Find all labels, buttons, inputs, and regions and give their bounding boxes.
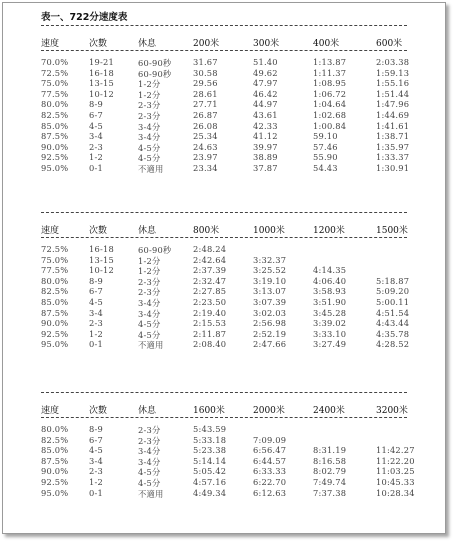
table-cell: 57.46 [313,141,338,152]
table-row [41,307,410,319]
table-row [41,152,410,164]
table-cell: 6-7 [89,109,103,120]
table-cell: 2-3分 [138,435,161,446]
table-body [41,424,415,499]
table-cell: 5:05.42 [193,466,227,477]
column-header: 800米 [193,226,220,236]
table-cell: 6:44.57 [253,455,287,466]
table-row [41,99,410,111]
table-cell: 2-3 [89,466,103,477]
table-cell: 6-7 [89,434,103,445]
table-cell: 2:37.39 [193,265,227,276]
table-cell: 7:49.74 [313,476,347,487]
table-cell: 82.5% [41,286,69,297]
table-cell: 2:15.53 [193,318,227,329]
table-row [41,57,410,68]
table-cell: 8-9 [89,99,103,110]
table-row [41,265,407,276]
table-cell: 4-5 [89,445,103,456]
table-cell: 8-9 [89,275,103,286]
table-cell: 38.89 [253,152,278,163]
table-cell: 4:28.52 [376,339,410,350]
table-cell: 54.43 [313,162,338,173]
table-cell: 1-2分 [138,266,161,277]
table-cell: 4:06.40 [313,275,347,286]
table-cell: 2:08.40 [193,339,227,350]
column-header: 次數 [89,39,108,49]
table-cell: 5:23.38 [193,445,227,456]
table-cell: 4-5 [89,120,103,131]
table-cell: 2:47.66 [253,339,287,350]
table-cell: 0-1 [89,487,103,498]
table-cell: 80.0% [41,99,69,110]
table-cell: 1:02.68 [313,109,347,120]
table-cell: 4-5分 [138,329,161,340]
table-cell: 59.10 [313,131,338,142]
column-header: 1600米 [193,406,225,416]
table-cell: 37.87 [253,162,278,173]
column-header: 1500米 [376,226,408,236]
table-cell: 2:03.38 [376,57,410,67]
table-cell: 7:09.09 [253,434,287,445]
table-cell: 1:06.72 [313,88,347,99]
column-header: 速度 [41,39,60,49]
table-cell: 1:55.16 [376,78,410,89]
table-cell: 90.0% [41,466,69,477]
column-header: 3200米 [376,406,408,416]
column-header: 次數 [89,406,108,416]
table-row [41,339,410,351]
table-cell: 47.97 [253,78,278,89]
table-cell: 13-15 [89,78,114,89]
table-cell: 8:02.79 [313,466,347,477]
table-title: 表一、722分速度表 [41,12,128,23]
table-cell: 2:56.98 [253,318,287,329]
table-cell: 31.67 [193,57,218,67]
table-header-row [41,36,407,48]
table-cell: 3:58.93 [313,286,347,297]
table-cell: 2:27.85 [193,286,227,297]
table-cell: 3:07.39 [253,296,287,307]
table-cell: 3:45.28 [313,307,347,318]
table-cell: 23.97 [193,152,218,163]
table-row [41,445,415,457]
table-cell: 39.97 [253,141,278,152]
table-cell: 1:38.71 [376,131,410,142]
table-cell: 42.33 [253,120,278,131]
table-cell: 43.61 [253,109,278,120]
table-cell: 1:13.87 [313,57,347,67]
dashed-divider [41,50,407,51]
table-cell: 19-21 [89,57,114,67]
table-cell: 8:16.58 [313,455,347,466]
table-cell: 51.40 [253,57,278,67]
table-cell: 4-5分 [138,153,161,164]
table-cell: 85.0% [41,445,69,456]
table-row [41,67,410,79]
table-cell: 90.0% [41,141,69,152]
table-cell: 3:25.52 [253,265,287,276]
table-cell: 3:39.02 [313,318,347,329]
dashed-divider [41,237,407,238]
table-cell: 72.5% [41,67,69,78]
table-cell: 55.90 [313,152,338,163]
dashed-divider [41,392,407,393]
table-cell: 5:00.11 [376,296,410,307]
table-cell: 4:43.44 [376,318,410,329]
table-cell: 25.34 [193,131,218,142]
table-row [41,328,410,340]
table-cell: 3:33.10 [313,328,347,339]
table-cell: 3-4分 [138,446,161,457]
table-cell: 10:45.33 [376,476,415,487]
column-header: 2400米 [313,406,345,416]
table-cell: 1-2 [89,476,103,487]
table-cell: 75.0% [41,78,69,89]
table-cell: 10-12 [89,88,114,99]
table-cell: 1-2分 [138,89,161,100]
column-header: 休息 [138,226,157,236]
table-cell: 10:28.34 [376,487,415,498]
column-header: 1000米 [253,226,285,236]
table-cell: 60-90秒 [138,245,172,255]
table-row [41,424,407,435]
table-cell: 3:13.07 [253,286,287,297]
table-cell: 2:52.19 [253,328,287,339]
table-cell: 1:11.37 [313,67,347,78]
table-cell: 4:49.34 [193,487,227,498]
table-cell: 77.5% [41,88,69,99]
table-cell: 95.0% [41,339,69,350]
table-cell: 5:14.14 [193,455,227,466]
table-cell: 2:42.64 [193,254,227,265]
table-cell: 2:32.47 [193,275,227,286]
table-cell: 6:12.63 [253,487,287,498]
column-header: 休息 [138,39,157,49]
table-cell: 11:03.25 [376,466,415,477]
table-cell: 4:14.35 [313,265,347,276]
table-cell: 11:22.20 [376,455,415,466]
table-cell: 75.0% [41,254,69,265]
column-header: 次數 [89,226,108,236]
table-cell: 5:09.20 [376,286,410,297]
table-row [41,476,415,488]
table-header-row [41,223,407,235]
table-cell: 5:43.59 [193,424,227,434]
table-cell: 87.5% [41,131,69,142]
table-cell: 2-3分 [138,287,161,298]
table-cell: 95.0% [41,162,69,173]
table-cell: 3-4分 [138,456,161,467]
table-cell: 87.5% [41,307,69,318]
table-cell: 49.62 [253,67,278,78]
table-cell: 44.97 [253,99,278,110]
table-cell: 6:22.70 [253,476,287,487]
table-cell: 16-18 [89,67,114,78]
table-row [41,275,410,287]
table-cell: 4-5分 [138,467,161,478]
column-header: 速度 [41,406,60,416]
table-cell: 2-3 [89,318,103,329]
table-cell: 26.87 [193,109,218,120]
table-cell: 1:35.97 [376,141,410,152]
table-cell: 2-3分 [138,110,161,121]
table-cell: 70.0% [41,57,69,67]
table-cell: 77.5% [41,265,69,276]
table-row [41,296,410,308]
table-cell: 0-1 [89,162,103,173]
table-cell: 28.61 [193,88,218,99]
table-row [41,78,410,90]
column-header: 300米 [253,39,280,49]
table-cell: 1-2 [89,328,103,339]
dashed-divider [41,25,407,26]
table-cell: 1:04.64 [313,99,347,110]
table-cell: 不適用 [138,163,164,174]
table-cell: 41.12 [253,131,278,142]
table-row [41,455,415,467]
table-cell: 3-4 [89,131,103,142]
table-cell: 3:51.90 [313,296,347,307]
column-header: 2000米 [253,406,285,416]
table-cell: 2-3 [89,141,103,152]
table-cell: 85.0% [41,120,69,131]
table-row [41,109,410,121]
table-cell: 2-3分 [138,425,161,435]
table-cell: 5:18.87 [376,275,410,286]
table-cell: 92.5% [41,152,69,163]
table-cell: 2-3分 [138,100,161,111]
table-cell: 4:35.78 [376,328,410,339]
column-header: 200米 [193,39,220,49]
table-cell: 2:23.50 [193,296,227,307]
table-cell: 4-5 [89,296,103,307]
table-cell: 1:51.44 [376,88,410,99]
column-header: 休息 [138,406,157,416]
table-body [41,244,410,351]
table-cell: 6:56.47 [253,445,287,456]
table-cell: 60-90秒 [138,68,172,79]
table-cell: 30.58 [193,67,218,78]
table-row [41,435,407,446]
table-cell: 82.5% [41,434,69,445]
table-cell: 6:33.33 [253,466,287,477]
table-cell: 13-15 [89,254,114,265]
table-cell: 5:33.18 [193,434,227,445]
table-cell: 3-4分 [138,308,161,319]
table-row [41,120,410,132]
table-cell: 1:47.96 [376,99,410,110]
table-cell: 29.56 [193,78,218,89]
table-cell: 80.0% [41,275,69,286]
table-cell: 72.5% [41,244,69,254]
table-cell: 4-5分 [138,319,161,330]
table-cell: 8-9 [89,424,103,434]
table-cell: 6-7 [89,286,103,297]
table-cell: 2:19.40 [193,307,227,318]
table-cell: 3:19.10 [253,275,287,286]
table-cell: 1:41.61 [376,120,410,131]
table-cell: 3-4 [89,455,103,466]
table-cell: 11:42.27 [376,445,415,456]
table-row [41,244,407,255]
table-cell: 1-2 [89,152,103,163]
table-cell: 2:48.24 [193,244,227,254]
table-cell: 92.5% [41,476,69,487]
table-cell: 3-4分 [138,121,161,132]
table-cell: 8:31.19 [313,445,347,456]
table-cell: 16-18 [89,244,114,254]
table-row [41,162,410,174]
table-cell: 4:57.16 [193,476,227,487]
column-header: 1200米 [313,226,345,236]
table-cell: 23.34 [193,162,218,173]
table-cell: 4-5分 [138,477,161,488]
table-cell: 60-90秒 [138,58,172,68]
table-cell: 1-2分 [138,79,161,90]
table-cell: 7:37.38 [313,487,347,498]
table-cell: 2-3分 [138,276,161,287]
column-header: 600米 [376,39,403,49]
table-cell: 80.0% [41,424,69,434]
table-cell: 24.63 [193,141,218,152]
table-row [41,318,410,330]
table-cell: 1:30.91 [376,162,410,173]
table-row [41,255,407,266]
table-row [41,487,415,499]
table-cell: 不適用 [138,340,164,351]
table-cell: 92.5% [41,328,69,339]
table-cell: 10-12 [89,265,114,276]
table-cell: 95.0% [41,487,69,498]
table-row [41,286,410,298]
dashed-divider [41,417,407,418]
table-cell: 1-2分 [138,255,161,266]
table-body [41,57,410,174]
table-cell: 3:02.03 [253,307,287,318]
table-cell: 27.71 [193,99,218,110]
table-cell: 3-4分 [138,297,161,308]
table-cell: 46.42 [253,88,278,99]
table-cell: 85.0% [41,296,69,307]
table-cell: 26.08 [193,120,218,131]
table-cell: 3:27.49 [313,339,347,350]
table-cell: 2:11.87 [193,328,227,339]
table-cell: 1:44.69 [376,109,410,120]
table-cell: 3-4 [89,307,103,318]
table-cell: 4:51.54 [376,307,410,318]
table-cell: 1:08.95 [313,78,347,89]
table-row [41,141,410,153]
table-cell: 82.5% [41,109,69,120]
table-cell: 4-5分 [138,142,161,153]
table-cell: 3-4分 [138,132,161,143]
table-row [41,88,410,100]
column-header: 速度 [41,226,60,236]
table-cell: 90.0% [41,318,69,329]
table-cell: 1:33.37 [376,152,410,163]
table-header-row [41,403,407,415]
column-header: 400米 [313,39,340,49]
table-cell: 1:00.84 [313,120,347,131]
table-row [41,466,415,478]
table-cell: 3:32.37 [253,254,287,265]
table-cell: 1:59.13 [376,67,410,78]
table-cell: 0-1 [89,339,103,350]
dashed-divider [41,212,407,213]
table-row [41,131,410,143]
table-cell: 87.5% [41,455,69,466]
table-cell: 不適用 [138,488,164,499]
